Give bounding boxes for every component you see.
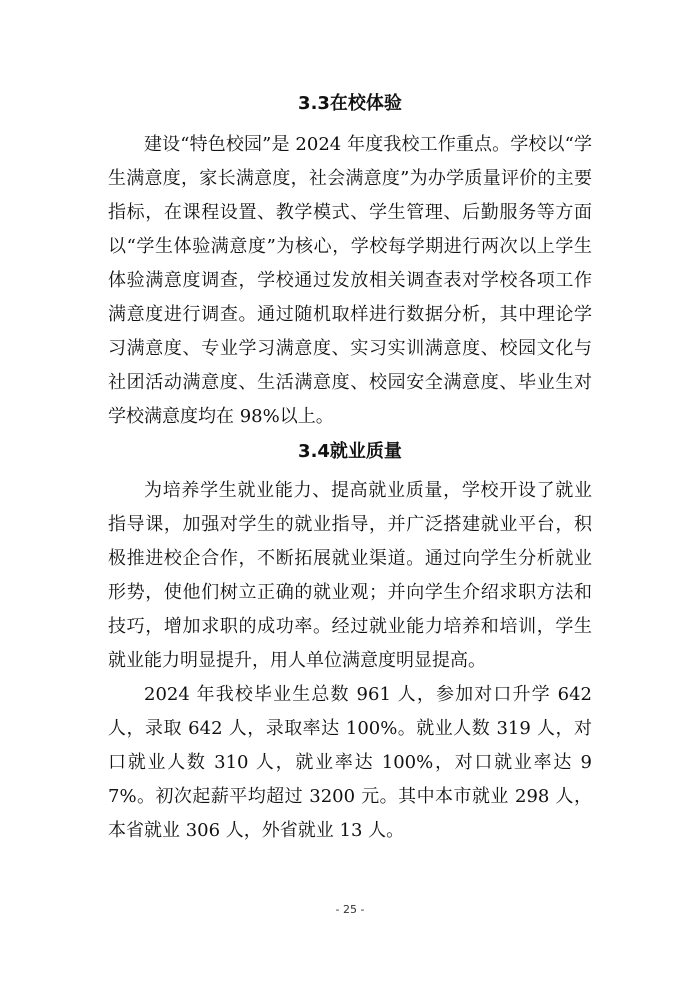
section-body-3-4 [108, 474, 592, 848]
section-heading-3-3: 3.3在校体验 [298, 93, 402, 114]
page-content [108, 90, 592, 848]
paragraph-employment-guidance: 为培养学生就业能力、提高就业质量，学校开设了就业指导课，加强对学生的就业指导，并广泛搭建就业平台，积极推进校企合作，不断拓展就业渠道。通过向学生分析就业形势，使他们树立正确的就业观；并向学生介绍求职方法和技巧，增加求职的成功率。经过就业能力培养和培训，学生就业能力明显提升，用人单位满意度明显提高。 [108, 480, 592, 671]
paragraph-campus-experience: 建设“特色校园”是 2024 年度我校工作重点。学校以“学生满意度，家长满意度，社会满意度”为办学质量评价的主要指标，在课程设置、教学模式、学生管理、后勤服务等方面以“学生体验满意度”为核心，学校每学期进行两次以上学生体验满意度调查，学校通过发放相关调查表对学校各项工作满意度进行调查。通过随机取样进行数据分析，其中理论学习满意度、专业学习满意度、实习实训满意度、校园文化与社团活动满意度、生活满意度、校园安全满意度、毕业生对学校满意度均在 98%以上。 [108, 134, 592, 427]
section-heading-3-4: 3.4就业质量 [298, 441, 402, 462]
paragraph-employment-statistics: 2024 年我校毕业生总数 961 人，参加对口升学 642 人，录取 642 人，录取率达 100%。就业人数 319 人，对口就业人数 310 人，就业率达 100%，对口就业率达 97%。初次起薪平均超过 3200 元。其中本市就业 298 人，本省就业 306 人，外省就业 13 人。 [108, 684, 592, 841]
section-body-3-3 [108, 128, 592, 434]
page-number: - 25 - [335, 903, 365, 916]
